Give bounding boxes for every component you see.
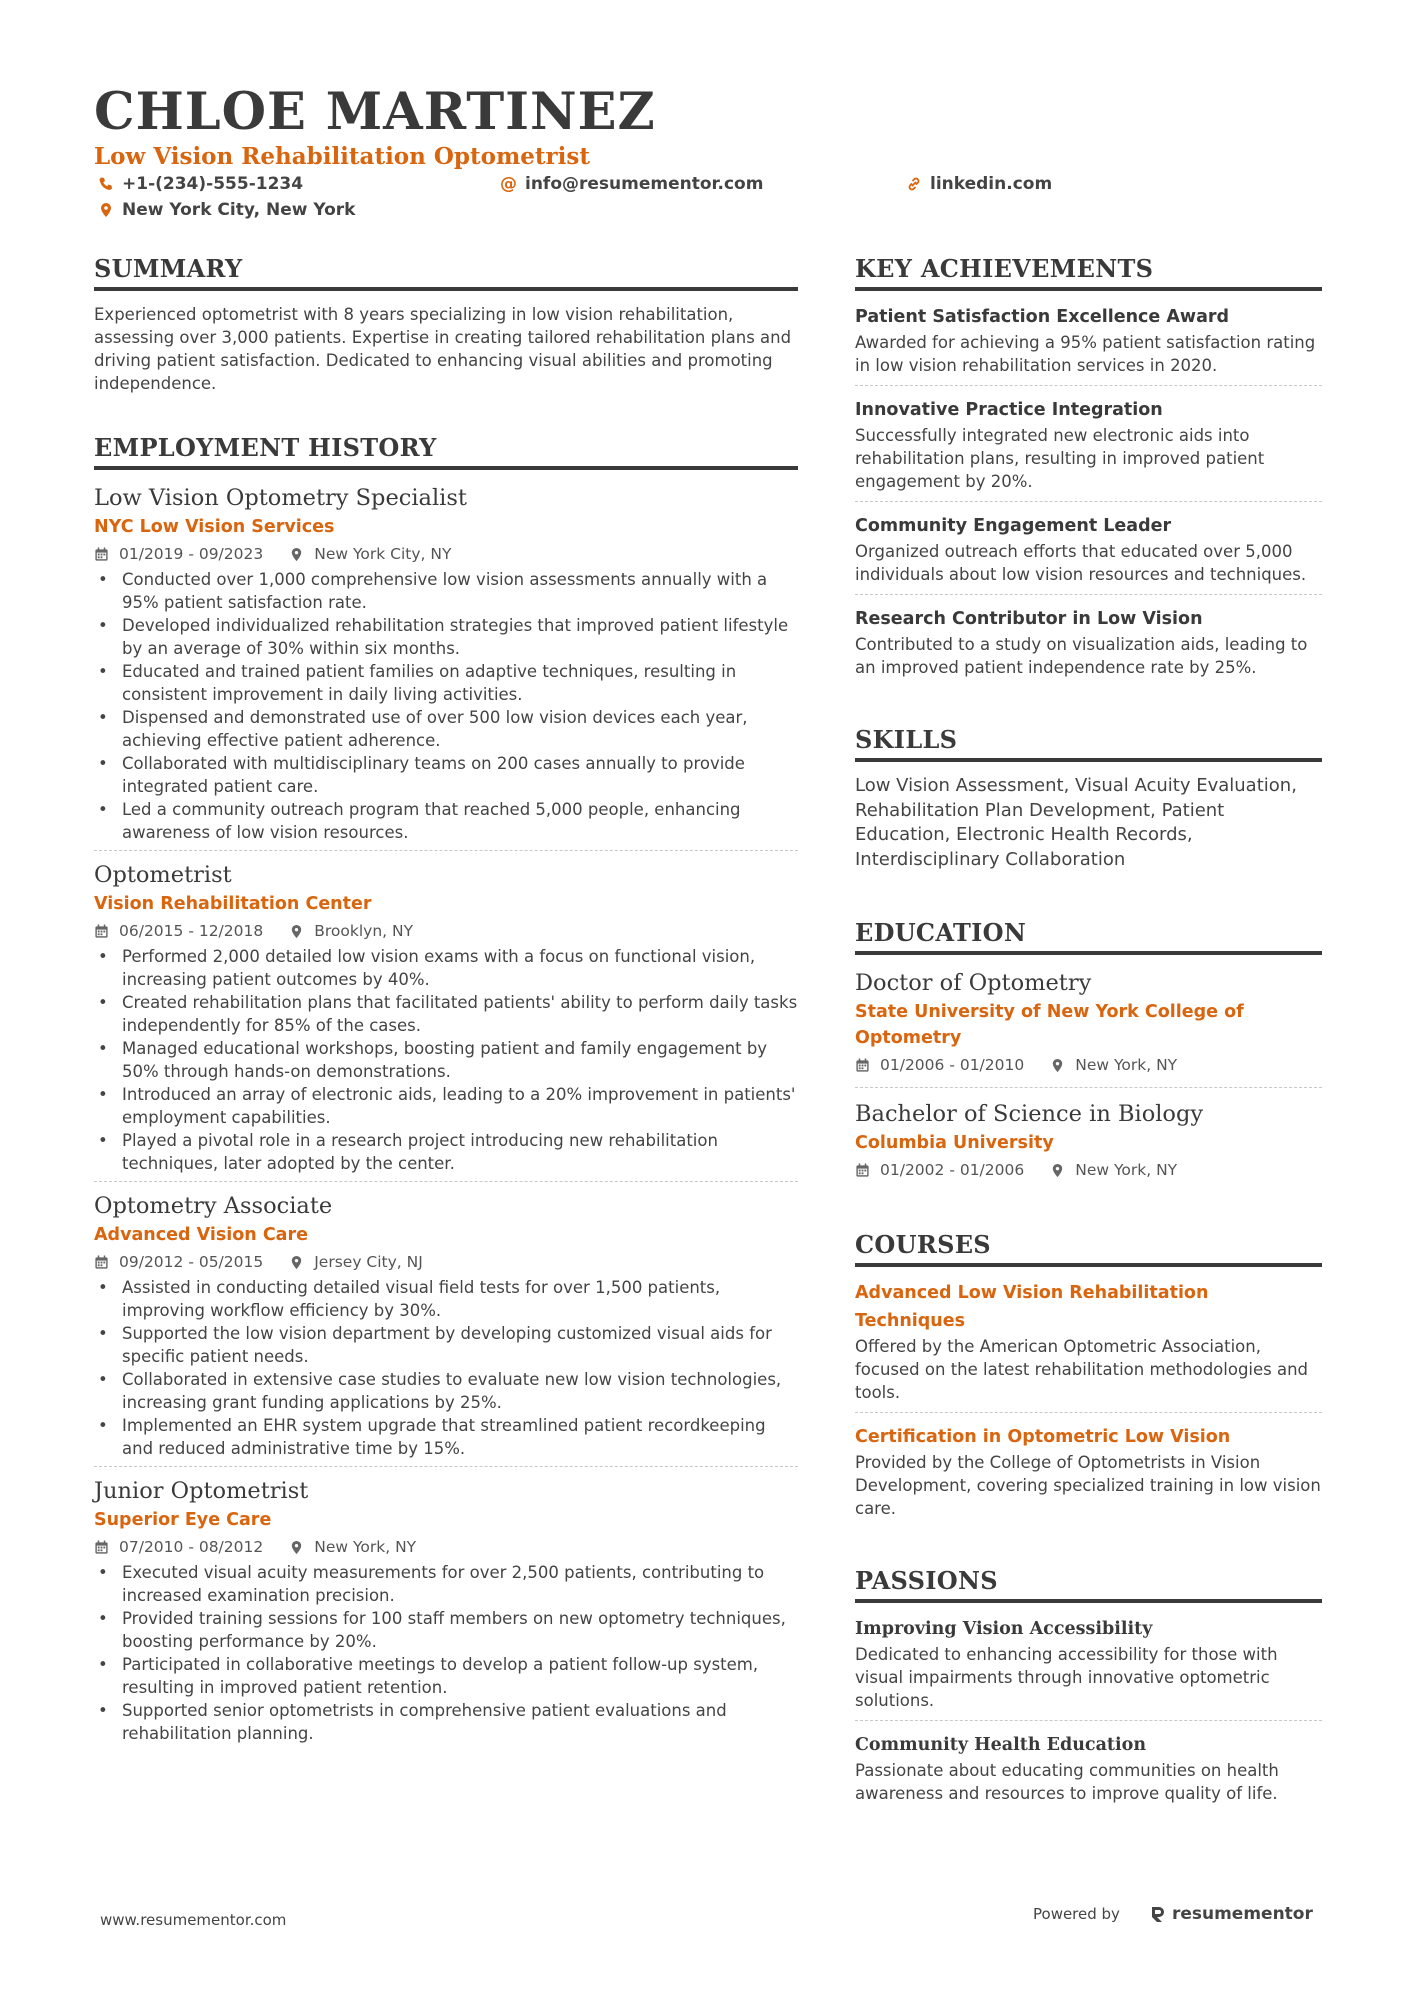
- date-text: 07/2010 - 08/2012: [119, 1538, 264, 1556]
- passion-title: Community Health Education: [855, 1735, 1147, 1755]
- bullet-list: [94, 945, 798, 1175]
- location-text: New York City, New York: [122, 200, 356, 220]
- bullet-list: [94, 568, 798, 844]
- date-location-row: [94, 542, 798, 566]
- skills-heading: SKILLS: [855, 725, 1322, 762]
- bullet-item: • Conducted over 1,000 comprehensive low vision assessments annually with a 95% patient satisfaction rate.: [94, 568, 798, 614]
- achievement-title: Patient Satisfaction Excellence Award: [855, 307, 1230, 327]
- date-range: [855, 1053, 1024, 1077]
- pin-icon: [1050, 1163, 1065, 1178]
- bullet-item: • Supported the low vision department by developing customized visual aids for specific patient needs.: [94, 1322, 798, 1368]
- bullet-item: • Developed individualized rehabilitation strategies that improved patient lifestyle by an average of 30% within six months.: [94, 614, 798, 660]
- date-text: 01/2019 - 09/2023: [119, 545, 264, 563]
- bullet-item: • Executed visual acuity measurements for over 2,500 patients, contributing to increased examination precision.: [94, 1561, 798, 1607]
- email-text: info@resumementor.com: [525, 174, 764, 194]
- calendar-icon: [94, 547, 109, 562]
- education-heading: EDUCATION: [855, 918, 1322, 955]
- bullet-item: • Provided training sessions for 100 staff members on new optometry techniques, boosting performance by 20%.: [94, 1607, 798, 1653]
- school-name: Columbia University: [855, 1133, 1054, 1153]
- passion-title: Improving Vision Accessibility: [855, 1619, 1153, 1639]
- bullet-item: • Created rehabilitation plans that facilitated patients' ability to perform daily tasks independently for 85% of the cases.: [94, 991, 798, 1037]
- contact-location: [98, 200, 355, 220]
- right-column: [855, 254, 1322, 1851]
- date-range: [94, 919, 263, 943]
- contact-linkedin[interactable]: [906, 174, 1052, 194]
- passion-text: Passionate about educating communities on health awareness and resources to improve quality of life.: [855, 1761, 1279, 1803]
- achievements-heading: KEY ACHIEVEMENTS: [855, 254, 1322, 291]
- bullet-item: • Led a community outreach program that reached 5,000 people, enhancing awareness of low vision resources.: [94, 798, 798, 844]
- calendar-icon: [855, 1058, 870, 1073]
- passions-heading: PASSIONS: [855, 1566, 1322, 1603]
- achievement-text: Contributed to a study on visualization aids, leading to an improved patient independence rate by 25%.: [855, 635, 1308, 677]
- calendar-icon: [94, 924, 109, 939]
- achievement-list: [855, 303, 1322, 687]
- courses-heading: COURSES: [855, 1230, 1322, 1267]
- education-item: [855, 1098, 1322, 1192]
- date-location-row: [855, 1053, 1322, 1077]
- education-list: [855, 967, 1322, 1192]
- pin-icon: [289, 924, 304, 939]
- phone-icon: [98, 176, 114, 192]
- achievement-text: Awarded for achieving a 95% patient satisfaction rating in low vision rehabilitation services in 2020.: [855, 333, 1316, 375]
- employment-section: [94, 433, 798, 1751]
- bullet-item: • Managed educational workshops, boosting patient and family engagement by 50% through hands-on demonstrations.: [94, 1037, 798, 1083]
- brand-text: resumementor: [1171, 1904, 1313, 1924]
- passion-list: [855, 1615, 1322, 1813]
- job-title: Optometrist: [94, 862, 232, 888]
- bullet-item: • Implemented an EHR system upgrade that streamlined patient recordkeeping and reduced administrative time by 15%.: [94, 1414, 798, 1460]
- location-text: Brooklyn, NY: [314, 922, 414, 940]
- summary-section: [94, 254, 798, 395]
- date-text: 01/2006 - 01/2010: [880, 1056, 1025, 1074]
- pin-icon: [289, 547, 304, 562]
- date-range: [855, 1158, 1024, 1182]
- achievements-section: [855, 254, 1322, 687]
- date-location-row: [94, 1535, 798, 1559]
- job-entry: [94, 482, 798, 851]
- achievement-item: [855, 303, 1322, 386]
- calendar-icon: [94, 1255, 109, 1270]
- education-item: [855, 967, 1322, 1088]
- course-title: Advanced Low Vision Rehabilitation Techniques: [855, 1283, 1209, 1331]
- bullet-item: • Performed 2,000 detailed low vision exams with a focus on functional vision, increasing patient outcomes by 40%.: [94, 945, 798, 991]
- achievement-text: Successfully integrated new electronic aids into rehabilitation plans, resulting in improved patient engagement by 20%.: [855, 426, 1265, 491]
- contact-phone: [98, 174, 303, 194]
- passions-section: [855, 1566, 1322, 1813]
- passion-item: [855, 1731, 1322, 1813]
- location: [289, 919, 413, 943]
- job-entry: [94, 859, 798, 1182]
- bullet-item: • Collaborated in extensive case studies to evaluate new low vision technologies, increasing grant funding applications by 25%.: [94, 1368, 798, 1414]
- passion-text: Dedicated to enhancing accessibility for those with visual impairments through innovative optometric solutions.: [855, 1645, 1278, 1710]
- date-range: [94, 1535, 263, 1559]
- achievement-title: Innovative Practice Integration: [855, 400, 1163, 420]
- candidate-name: CHLOE MARTINEZ: [94, 82, 656, 142]
- left-column: [94, 254, 798, 1789]
- job-list: [94, 482, 798, 1751]
- skills-text: Low Vision Assessment, Visual Acuity Evaluation, Rehabilitation Plan Development, Patient Education, Electronic Health Records, Interdisciplinary Collaboration: [855, 775, 1297, 870]
- footer-powered: [1033, 1904, 1313, 1924]
- bullet-item: • Introduced an array of electronic aids, leading to a 20% improvement in patients' employment capabilities.: [94, 1083, 798, 1129]
- location-text: New York City, NY: [314, 545, 452, 563]
- course-item: [855, 1423, 1322, 1528]
- location-text: New York, NY: [314, 1538, 417, 1556]
- passion-item: [855, 1615, 1322, 1721]
- course-list: [855, 1279, 1322, 1528]
- bullet-item: • Played a pivotal role in a research project introducing new rehabilitation techniques, later adopted by the center.: [94, 1129, 798, 1175]
- brand-logo[interactable]: [1150, 1904, 1313, 1924]
- job-title: Optometry Associate: [94, 1193, 333, 1219]
- achievement-item: [855, 396, 1322, 502]
- date-text: 09/2012 - 05/2015: [119, 1253, 264, 1271]
- job-entry: [94, 1190, 798, 1467]
- company-name: Advanced Vision Care: [94, 1225, 308, 1245]
- powered-by-text: Powered by: [1033, 1905, 1120, 1923]
- company-name: NYC Low Vision Services: [94, 517, 335, 537]
- location-text: New York, NY: [1075, 1161, 1178, 1179]
- date-range: [94, 1250, 263, 1274]
- summary-heading: SUMMARY: [94, 254, 798, 291]
- candidate-role: Low Vision Rehabilitation Optometrist: [94, 143, 590, 170]
- company-name: Superior Eye Care: [94, 1510, 272, 1530]
- date-text: 06/2015 - 12/2018: [119, 922, 264, 940]
- bullet-item: • Collaborated with multidisciplinary teams on 200 cases annually to provide integrated patient care.: [94, 752, 798, 798]
- bullet-item: • Participated in collaborative meetings to develop a patient follow-up system, resulting in improved patient retention.: [94, 1653, 798, 1699]
- skills-section: [855, 725, 1322, 872]
- degree-title: Doctor of Optometry: [855, 970, 1092, 996]
- location: [1050, 1158, 1177, 1182]
- linkedin-text[interactable]: linkedin.com: [930, 174, 1053, 194]
- achievement-text: Organized outreach efforts that educated over 5,000 individuals about low vision resources and techniques.: [855, 542, 1307, 584]
- achievement-item: [855, 605, 1322, 687]
- location: [1050, 1053, 1177, 1077]
- job-title: Junior Optometrist: [94, 1478, 309, 1504]
- link-icon: [906, 176, 922, 192]
- achievement-item: [855, 512, 1322, 595]
- date-location-row: [94, 1250, 798, 1274]
- pin-icon: [1050, 1058, 1065, 1073]
- bullet-list: [94, 1276, 798, 1460]
- location-text: New York, NY: [1075, 1056, 1178, 1074]
- bullet-item: • Dispensed and demonstrated use of over 500 low vision devices each year, achieving effective patient adherence.: [94, 706, 798, 752]
- bullet-list: [94, 1561, 798, 1745]
- phone-text: +1-(234)-555-1234: [122, 174, 304, 194]
- course-text: Offered by the American Optometric Association, focused on the latest rehabilitation methodologies and tools.: [855, 1337, 1309, 1402]
- location: [289, 542, 451, 566]
- date-location-row: [94, 919, 798, 943]
- location-icon: [98, 202, 114, 218]
- achievement-title: Research Contributor in Low Vision: [855, 609, 1203, 629]
- summary-text: Experienced optometrist with 8 years specializing in low vision rehabilitation, assessing over 3,000 patients. Expertise in creating tailored rehabilitation plans and driving patient satisfaction. Dedicated to enhancing visual abilities and promoting independence.: [94, 305, 792, 393]
- school-name: State University of New York College of Optometry: [855, 1002, 1244, 1048]
- courses-section: [855, 1230, 1322, 1528]
- degree-title: Bachelor of Science in Biology: [855, 1101, 1204, 1127]
- job-entry: [94, 1475, 798, 1751]
- location: [289, 1250, 423, 1274]
- bullet-item: • Educated and trained patient families on adaptive techniques, resulting in consistent improvement in daily living activities.: [94, 660, 798, 706]
- calendar-icon: [94, 1540, 109, 1555]
- achievement-title: Community Engagement Leader: [855, 516, 1172, 536]
- location-text: Jersey City, NJ: [314, 1253, 423, 1271]
- date-text: 01/2002 - 01/2006: [880, 1161, 1025, 1179]
- bullet-item: • Assisted in conducting detailed visual field tests for over 1,500 patients, improving workflow efficiency by 30%.: [94, 1276, 798, 1322]
- employment-heading: EMPLOYMENT HISTORY: [94, 433, 798, 470]
- bullet-item: • Supported senior optometrists in comprehensive patient evaluations and rehabilitation planning.: [94, 1699, 798, 1745]
- resumementor-logo-icon: [1150, 1905, 1166, 1923]
- date-location-row: [855, 1158, 1322, 1182]
- company-name: Vision Rehabilitation Center: [94, 894, 372, 914]
- pin-icon: [289, 1540, 304, 1555]
- course-text: Provided by the College of Optometrists in Vision Development, covering specialized training in low vision care.: [855, 1453, 1321, 1518]
- course-item: [855, 1279, 1322, 1413]
- footer-website[interactable]: www.resumementor.com: [100, 1911, 287, 1929]
- job-title: Low Vision Optometry Specialist: [94, 485, 467, 511]
- email-icon: @: [500, 174, 517, 194]
- course-title: Certification in Optometric Low Vision: [855, 1427, 1231, 1447]
- date-range: [94, 542, 263, 566]
- pin-icon: [289, 1255, 304, 1270]
- location: [289, 1535, 416, 1559]
- contact-email: [500, 174, 763, 194]
- education-section: [855, 918, 1322, 1192]
- calendar-icon: [855, 1163, 870, 1178]
